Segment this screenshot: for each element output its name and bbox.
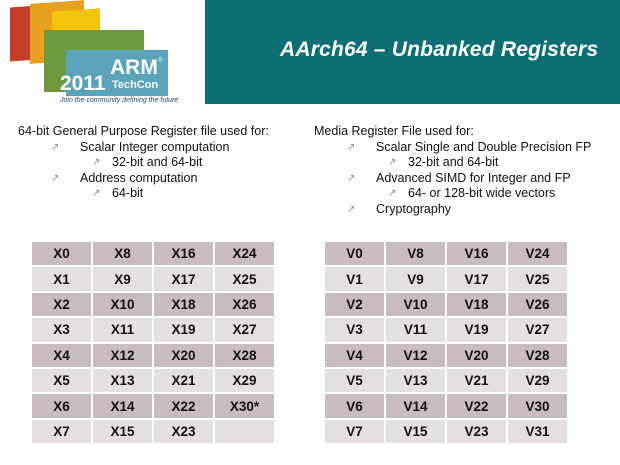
media-item: [314, 202, 614, 218]
gp-register-cell: X23: [154, 420, 213, 443]
arrow-bullet-icon: ↗: [92, 188, 101, 199]
gp-item-label: Scalar Integer computation: [80, 139, 230, 154]
media-subitem-label: 64- or 128-bit wide vectors: [408, 186, 556, 200]
logo-event: TechCon: [112, 79, 159, 91]
logo-brand: ARM: [110, 56, 158, 79]
media-register-cell: V27: [508, 318, 567, 341]
register-row: [325, 242, 567, 265]
register-row: [325, 318, 567, 341]
media-register-cell: V29: [508, 369, 567, 392]
media-register-cell: V2: [325, 293, 384, 316]
register-row: [32, 242, 274, 265]
logo-registered-mark: ®: [158, 58, 163, 64]
gp-subitem: [18, 155, 308, 171]
register-row: [32, 344, 274, 367]
gp-register-cell: X17: [154, 267, 213, 290]
register-row: [325, 369, 567, 392]
gp-register-cell: X28: [215, 344, 274, 367]
gp-item: [18, 171, 308, 187]
media-register-cell: V11: [386, 318, 445, 341]
gp-register-cell: X15: [93, 420, 152, 443]
media-register-cell: V13: [386, 369, 445, 392]
register-row: [325, 394, 567, 417]
media-register-cell: V22: [447, 394, 506, 417]
gp-register-cell: X8: [93, 242, 152, 265]
media-register-cell: V10: [386, 293, 445, 316]
media-register-cell: V15: [386, 420, 445, 443]
logo-year: 2011: [60, 72, 106, 95]
gp-register-cell: X25: [215, 267, 274, 290]
media-register-cell: V26: [508, 293, 567, 316]
gp-register-cell: X29: [215, 369, 274, 392]
media-register-cell: V7: [325, 420, 384, 443]
gp-register-cell: X18: [154, 293, 213, 316]
register-row: [325, 420, 567, 443]
gp-register-cell: X4: [32, 344, 91, 367]
register-row: [325, 344, 567, 367]
arrow-bullet-icon: ↗: [347, 141, 356, 153]
media-subitem-label: 32-bit and 64-bit: [408, 155, 499, 169]
gp-subitem-label: 32-bit and 64-bit: [112, 155, 203, 169]
gp-item: [18, 140, 308, 156]
arrow-bullet-icon: ↗: [388, 188, 397, 199]
gp-register-cell: X19: [154, 318, 213, 341]
media-register-usage: [314, 124, 614, 217]
gp-register-cell: X26: [215, 293, 274, 316]
register-row: [32, 293, 274, 316]
register-row: [32, 369, 274, 392]
gp-register-cell: X14: [93, 394, 152, 417]
gp-register-usage: [18, 124, 308, 202]
media-register-cell: V18: [447, 293, 506, 316]
media-register-cell: V16: [447, 242, 506, 265]
gp-register-cell: X30*: [215, 394, 274, 417]
gp-item-label: Address computation: [80, 170, 198, 185]
media-register-cell: V12: [386, 344, 445, 367]
media-item-label: Cryptography: [376, 201, 452, 216]
register-row: [32, 318, 274, 341]
media-register-cell: V9: [386, 267, 445, 290]
register-row: [325, 293, 567, 316]
register-row: [32, 267, 274, 290]
media-subitem: [314, 155, 614, 171]
media-register-cell: V6: [325, 394, 384, 417]
gp-register-cell: X7: [32, 420, 91, 443]
gp-register-cell: X22: [154, 394, 213, 417]
arrow-bullet-icon: ↗: [388, 157, 397, 168]
media-register-cell: V5: [325, 369, 384, 392]
media-register-cell: V24: [508, 242, 567, 265]
media-register-cell: V19: [447, 318, 506, 341]
register-row: [32, 420, 274, 443]
gp-register-cell: X2: [32, 293, 91, 316]
gp-register-cell: X0: [32, 242, 91, 265]
gp-register-cell: X6: [32, 394, 91, 417]
register-row: [325, 267, 567, 290]
gp-heading: 64-bit General Purpose Register file used for:: [18, 124, 269, 138]
media-register-cell: V0: [325, 242, 384, 265]
media-item: [314, 171, 614, 187]
gp-register-cell: X10: [93, 293, 152, 316]
media-register-cell: V3: [325, 318, 384, 341]
gp-register-cell: X5: [32, 369, 91, 392]
gp-register-cell: X20: [154, 344, 213, 367]
media-item-label: Advanced SIMD for Integer and FP: [376, 170, 571, 185]
media-register-cell: V23: [447, 420, 506, 443]
media-item-label: Scalar Single and Double Precision FP: [376, 139, 592, 154]
media-register-cell: V21: [447, 369, 506, 392]
media-heading: Media Register File used for:: [314, 124, 474, 138]
media-register-cell: V4: [325, 344, 384, 367]
gp-register-table: [30, 240, 276, 445]
media-register-cell: V25: [508, 267, 567, 290]
logo-panel: [0, 0, 205, 118]
slide-title: AArch64 – Unbanked Registers: [280, 38, 599, 61]
gp-subitem: [18, 186, 308, 202]
media-register-table: [323, 240, 569, 445]
media-register-cell: V14: [386, 394, 445, 417]
gp-subitem-label: 64-bit: [112, 186, 144, 200]
gp-register-cell: X11: [93, 318, 152, 341]
media-register-cell: V20: [447, 344, 506, 367]
arrow-bullet-icon: ↗: [51, 141, 60, 153]
media-subitem: [314, 186, 614, 202]
media-register-cell: V8: [386, 242, 445, 265]
gp-register-cell: X13: [93, 369, 152, 392]
media-register-cell: V17: [447, 267, 506, 290]
media-register-cell: V30: [508, 394, 567, 417]
media-register-cell: V1: [325, 267, 384, 290]
media-register-cell: V31: [508, 420, 567, 443]
arrow-bullet-icon: ↗: [347, 203, 356, 215]
arrow-bullet-icon: ↗: [92, 157, 101, 168]
gp-register-cell: X16: [154, 242, 213, 265]
gp-register-cell: X12: [93, 344, 152, 367]
media-item: [314, 140, 614, 156]
register-row: [32, 394, 274, 417]
gp-register-cell: X21: [154, 369, 213, 392]
gp-register-cell: X3: [32, 318, 91, 341]
gp-register-cell: X27: [215, 318, 274, 341]
logo-tagline: Join the community defining the future: [60, 97, 179, 104]
gp-register-cell: X1: [32, 267, 91, 290]
gp-register-cell: [215, 420, 274, 443]
arrow-bullet-icon: ↗: [347, 172, 356, 184]
media-register-cell: V28: [508, 344, 567, 367]
arrow-bullet-icon: ↗: [51, 172, 60, 184]
gp-register-cell: X24: [215, 242, 274, 265]
gp-register-cell: X9: [93, 267, 152, 290]
